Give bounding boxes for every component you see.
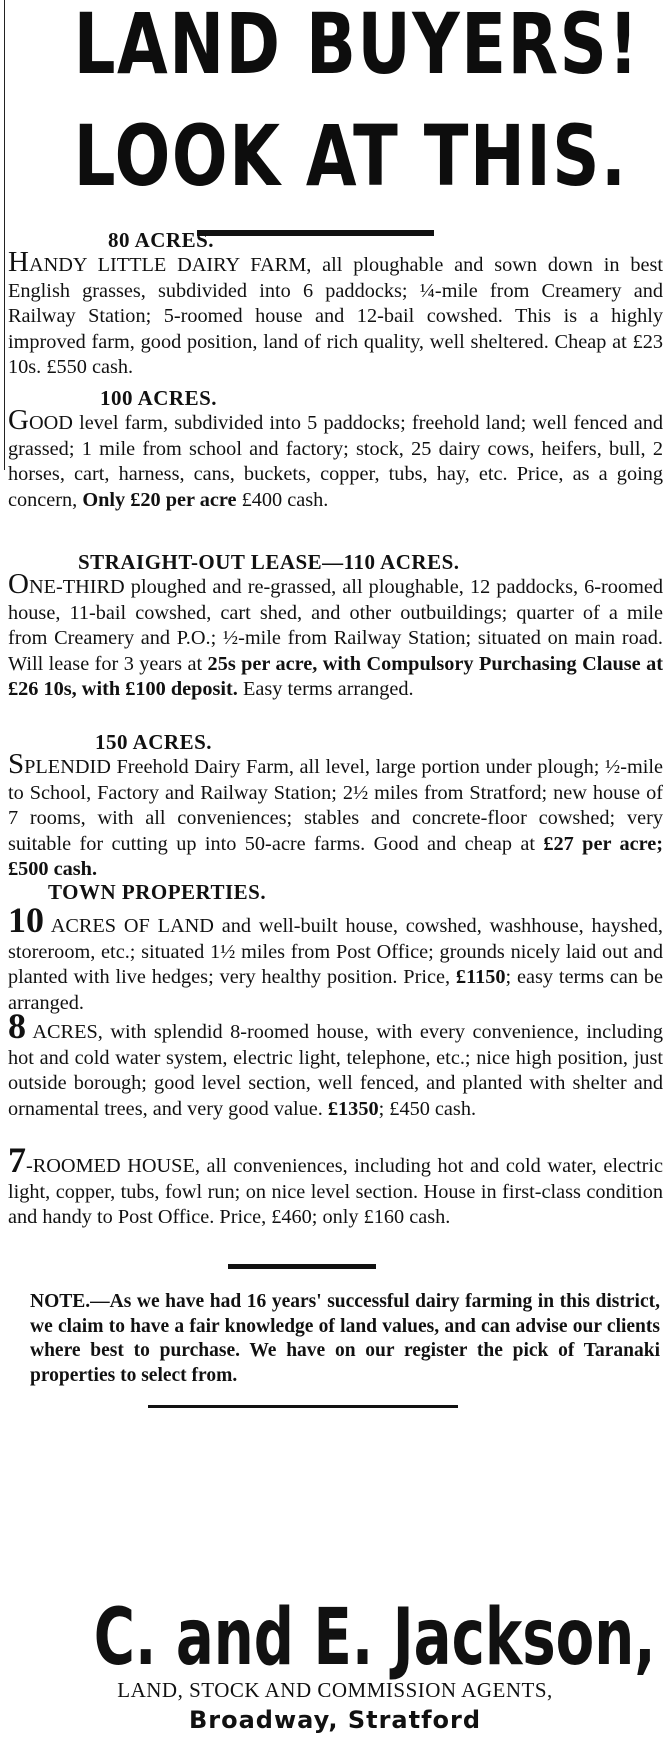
drop-cap: 7 (8, 1140, 26, 1180)
listing-tail: Easy terms arranged. (237, 678, 414, 700)
column-rule (4, 0, 5, 470)
listing-price: 25s per acre, with Compulsory Purchasing Clause at £26 10s, with £100 deposit. (8, 652, 663, 700)
listing-100-acres (8, 404, 663, 513)
listing-80-acres (8, 246, 663, 381)
listing-text: ACRES OF LAND and well-built house, cowshed, washhouse, hayshed, storeroom, etc.; situated 1½ miles from Post Office; grounds nicely laid out and planted with live hedges; very healthy position. Price, (8, 915, 663, 988)
drop-cap: G (8, 404, 29, 436)
listing-text: -ROOMED HOUSE, all conveniences, including hot and cold water, electric light, copper, tubs, fowl run; on nice level section. House in first-class condition and handy to Post Office. Price, £460; only £160 cash. (8, 1155, 663, 1228)
listing-lease-110-acres (8, 568, 663, 703)
headline-land-buyers: LAND BUYERS! (73, 0, 640, 93)
listing-150-acres (8, 748, 664, 883)
listing-text: OOD level farm, subdivided into 5 paddocks; freehold land; well fenced and grassed; 1 mile from school and factory; stock, 25 dairy cows, heifers, bull, 2 horses, cart, harness, cans, buckets, copper, tubs, hay, etc. Price, as a going concern, (8, 412, 663, 511)
drop-cap: S (8, 748, 25, 780)
firm-name: C. and E. Jackson, (93, 1593, 656, 1683)
listing-heading-80-acres: 80 ACRES. (108, 228, 215, 252)
listing-tail: ; easy terms can be arranged. (8, 966, 663, 1014)
listing-text: ANDY LITTLE DAIRY FARM, all ploughable and sown down in best English grasses, subdivided into 6 paddocks; ¼-mile from Creamery and Railway Station; 5-roomed house and 12-bail cowshed. This is a highly improved farm, good position, land of rich quality, well sheltered. Cheap at £23 10s. £550 cash. (8, 254, 663, 378)
drop-cap: O (8, 568, 29, 600)
firm-description: LAND, STOCK AND COMMISSION AGENTS, (117, 1678, 553, 1702)
divider-middle (228, 1264, 376, 1269)
listing-price: Only £20 per acre (82, 488, 237, 511)
listing-heading-150-acres: 150 ACRES. (95, 730, 213, 754)
town-property-10-acres (8, 900, 663, 1016)
divider-bottom (148, 1405, 458, 1408)
listing-heading-100-acres: 100 ACRES. (100, 386, 218, 410)
listing-price: £27 per acre; £500 cash. (8, 832, 664, 880)
headline-look-at-this: LOOK AT THIS. (73, 107, 628, 205)
listing-price: £1150 (455, 966, 506, 988)
listing-text: PLENDID Freehold Dairy Farm, all level, large portion under plough; ½-mile to School, Factory and Railway Station; 2½ miles from Stratford; new house of 7 rooms, with all conveniences; stables and concrete-floor cowshed; very suitable for cutting up into 50-acre farms. Good and cheap at (8, 756, 663, 855)
note-paragraph: NOTE.—As we have had 16 years' successful dairy farming in this district, we claim to have a fair knowledge of land values, and can advise our clients where best to purchase. We have on our register the pick of Taranaki properties to select from. (30, 1291, 660, 1386)
firm-address: Broadway, Stratford (188, 1706, 482, 1734)
listing-text: NE-THIRD ploughed and re-grassed, all ploughable, 12 paddocks, 6-roomed house, 11-bail cowshed, cart shed, and other outbuildings; quarter of a mile from Creamery and P.O.; ½-mile from Railway Station; situated on main road. Will lease for 3 years at (8, 576, 663, 675)
town-property-8-acres (8, 1006, 663, 1122)
drop-cap: 10 (8, 900, 44, 940)
listing-text: ACRES, with splendid 8-roomed house, with every convenience, including hot and cold water system, electric light, telephone, etc.; nice high position, just outside borough; good level section, well fenced, and planted with shelter and ornamental trees, and very good value. (8, 1021, 663, 1120)
town-properties-heading: TOWN PROPERTIES. (48, 880, 267, 904)
drop-cap: 8 (8, 1006, 26, 1046)
listing-price: £1350 (327, 1097, 379, 1120)
listing-tail: ; £450 cash. (378, 1097, 477, 1120)
town-property-7-roomed-house (8, 1140, 663, 1231)
divider-top (197, 230, 434, 236)
drop-cap: H (8, 246, 29, 278)
listing-tail: £400 cash. (236, 488, 329, 511)
listing-heading-lease-110-acres: STRAIGHT-OUT LEASE—110 ACRES. (78, 550, 460, 574)
